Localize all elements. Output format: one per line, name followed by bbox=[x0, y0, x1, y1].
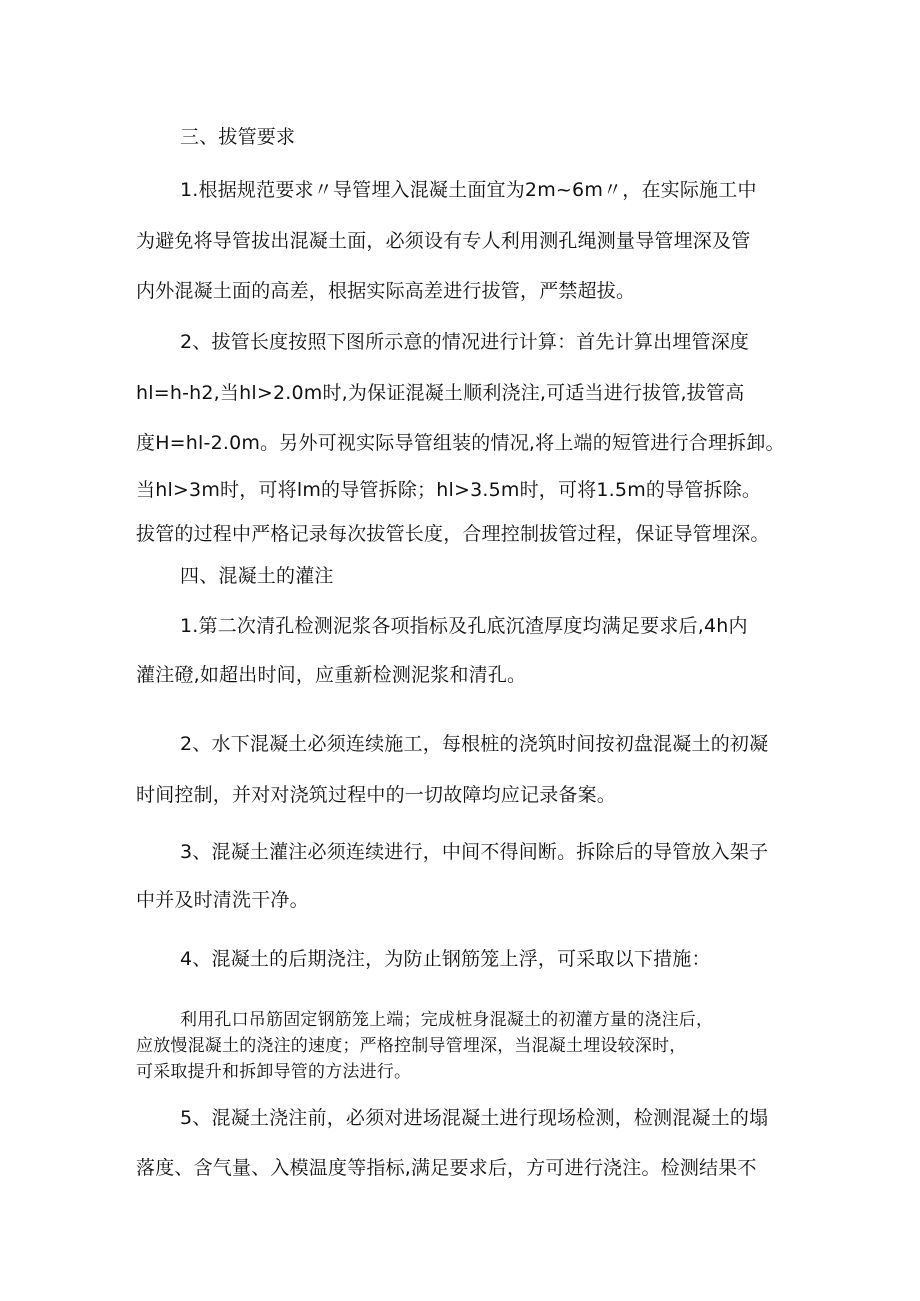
paragraph-line: 1.根据规范要求〃导管埋入混凝土面宜为2m~6m〃，在实际施工中 bbox=[180, 179, 757, 201]
paragraph-line: hl=h-h2,当hl>2.0m时,为保证混凝土顺利浇注,可适当进行拔管,拔管高 bbox=[136, 382, 745, 404]
paragraph-line: 中并及时清洗干净。 bbox=[136, 889, 309, 911]
paragraph-line: 度H=hl-2.0m。另外可视实际导管组装的情况,将上端的短管进行合理拆卸。 bbox=[136, 432, 785, 454]
paragraph-line: 2、拔管长度按照下图所示意的情况进行计算：首先计算出埋管深度 bbox=[180, 331, 750, 353]
section-heading: 三、拔管要求 bbox=[180, 126, 296, 148]
paragraph-line: 1.第二次清孔检测泥浆各项指标及孔底沉渣厚度均满足要求后,4h内 bbox=[180, 615, 748, 637]
paragraph-line: 落度、含气量、入模温度等指标,满足要求后，方可进行浇注。检测结果不 bbox=[136, 1157, 757, 1179]
paragraph-line: 应放慢混凝土的浇注的速度；严格控制导管埋深，当混凝土埋设较深时， bbox=[136, 1036, 687, 1056]
paragraph-line: 当hl>3m时，可将lm的导管拆除；hl>3.5m时，可将1.5m的导管拆除。 bbox=[136, 479, 762, 501]
paragraph-line: 为避免将导管拔出混凝土面，必须设有专人利用测孔绳测量导管埋深及管 bbox=[136, 230, 751, 252]
paragraph-line: 时间控制，并对对浇筑过程中的一切故障均应记录备案。 bbox=[136, 784, 617, 806]
paragraph-line: 灌注磴,如超出时间，应重新检测泥浆和清孔。 bbox=[136, 664, 527, 686]
paragraph-line: 拔管的过程中严格记录每次拔管长度，合理控制拔管过程，保证导管埋深。 bbox=[136, 523, 770, 545]
paragraph-line: 3、混凝土灌注必须连续进行，中间不得间断。拆除后的导管放入架子 bbox=[180, 841, 769, 863]
paragraph-line: 5、混凝土浇注前，必须对进场混凝土进行现场检测，检测混凝土的塌 bbox=[180, 1107, 769, 1129]
paragraph-line: 内外混凝土面的高差，根据实际高差进行拔管，严禁超拔。 bbox=[136, 280, 636, 302]
paragraph-line: 4、混凝土的后期浇注，为防止钢筋笼上浮，可采取以下措施： bbox=[180, 948, 711, 970]
paragraph-line: 2、水下混凝土必须连续施工，每根桩的浇筑时间按初盘混凝土的初凝 bbox=[180, 733, 769, 755]
paragraph-line: 可采取提升和拆卸导管的方法进行。 bbox=[136, 1062, 412, 1082]
paragraph-line: 利用孔口吊筋固定钢筋笼上端；完成桩身混凝土的初灌方量的浇注后， bbox=[180, 1010, 714, 1030]
section-heading: 四、混凝土的灌注 bbox=[180, 565, 334, 587]
